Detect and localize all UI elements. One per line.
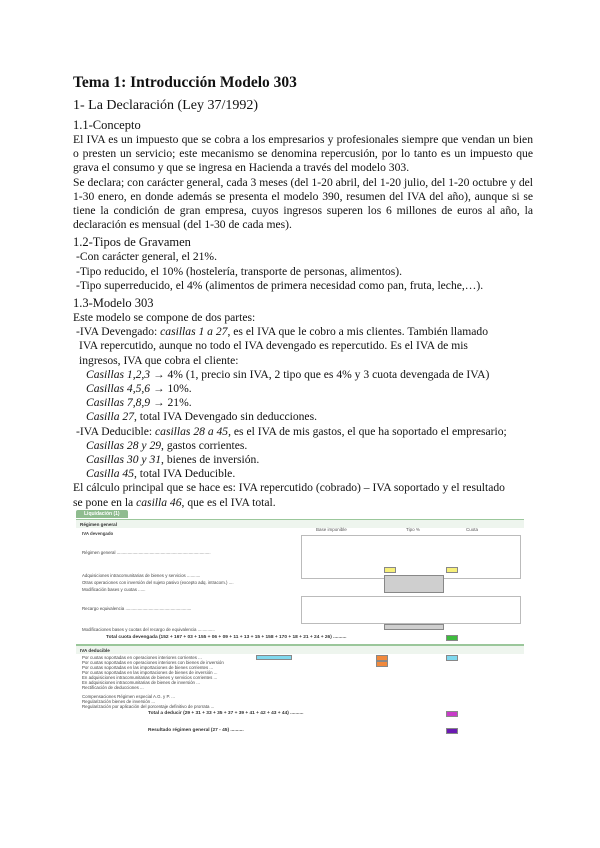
form-col-cuota: Cuota xyxy=(466,527,479,532)
form-cell-cyan-cuota xyxy=(446,655,458,661)
form-col-base: Base imponible xyxy=(316,527,347,532)
iva-devengado-line3: ingresos, IVA que cobra el cliente: xyxy=(79,353,239,367)
form-row-recargo: Recargo equivalencia ...................................................... xyxy=(82,606,192,611)
subsection-modelo: 1.3-Modelo 303 xyxy=(73,296,154,311)
form-total-devengada: Total cuota devengada (152 + 167 + 03 + 155 + 06 + 09 + 11 + 13 + 15 + 158 + 170 + 18 + 21 + 24 + 26) .......... xyxy=(106,635,347,640)
casilla-45: Casilla 45, total IVA Deducible. xyxy=(86,467,236,481)
casillas-10pct: Casillas 4,5,6 → 10%. xyxy=(86,382,192,396)
form-row-mod: Modificación bases y cuotas ...... xyxy=(82,587,146,592)
form-resultado: Resultado régimen general (27 - 45) .......... xyxy=(148,728,244,733)
form-col-tipo: Tipo % xyxy=(406,527,420,532)
form-cell-gray-2 xyxy=(384,624,444,630)
form-cell-cuota-highlight xyxy=(446,567,458,573)
iva-devengado-casillas: casillas 1 a 27 xyxy=(160,325,228,339)
form-iva-devengado: IVA devengado xyxy=(82,531,114,536)
form-ded-row: Rectificación de deducciones ... xyxy=(82,685,144,690)
form-grid-recargo xyxy=(301,596,521,624)
form-ded-row: Por cuotas soportadas en operaciones interiores con bienes de inversión xyxy=(82,660,224,665)
form-ded-row: Regularización bienes de inversión ... xyxy=(82,699,155,704)
iva-devengado-line2: IVA repercutido, aunque no todo el IVA devengado es repercutido. Es el IVA de mis xyxy=(79,339,468,353)
casillas-28-29: Casillas 28 y 29, gastos corrientes. xyxy=(86,438,248,452)
form-iva-deducible-header: IVA deducible xyxy=(76,645,524,654)
section-heading-declaracion: 1- La Declaración (Ley 37/1992) xyxy=(73,98,259,113)
form-cell-cyan xyxy=(256,655,292,660)
tipo-general: -Con carácter general, el 21%. xyxy=(76,250,217,264)
paragraph-declaracion: Se declara; con carácter general, cada 3 meses (del 1-20 abril, del 1-20 julio, del 1-20 octubre y del 1-30 enero, en donde además se presenta el modelo 390, resumen del IVA del año), aunque si se tiene la condición de gran empresa, cuyos ingresos superen los 6 millones de euros al año, la declaración es mensual (del 1-30 de cada mes). xyxy=(73,175,533,232)
form-ded-row: Regularización por aplicación del porcentaje definitivo de prorrata ... xyxy=(82,704,215,709)
iva-deducible-desc: , es el IVA de mis gastos, el que ha soportado el empresario; xyxy=(228,424,507,438)
form-ded-row: En adquisiciones intracomunitarias de bienes y servicios corrientes ... xyxy=(82,675,218,680)
form-row-adq: Adquisiciones intracomunitarias de bienes y servicios ........... xyxy=(82,573,201,578)
paragraph-concepto: El IVA es un impuesto que se cobra a los empresarios y profesionales siempre que vendan un bien o presten un servicio; este mecanismo se denomina repercusión, por lo tanto es un impuesto que grava el consumo y que se ingresa en Hacienda a través del modelo 303. xyxy=(73,133,533,175)
document-title: Tema 1: Introducción Modelo 303 xyxy=(73,74,297,91)
tipo-reducido: -Tipo reducido, el 10% (hostelería, transporte de personas, alimentos). xyxy=(76,264,403,278)
modelo-intro: Este modelo se compone de dos partes: xyxy=(73,311,256,325)
iva-devengado-label: -IVA Devengado: xyxy=(76,325,161,339)
form-tab: Liquidación (1) xyxy=(76,510,128,518)
form-cell-tipo-highlight xyxy=(384,567,396,573)
iva-deducible-casillas: casillas 28 a 45 xyxy=(155,424,229,438)
form-ded-row: En adquisiciones intracomunitarias de bienes de inversión ... xyxy=(82,680,200,685)
form-cell-resultado xyxy=(446,728,458,734)
iva-deducible-label: -IVA Deducible: xyxy=(76,424,155,438)
calculo-principal-line2: se pone en la casilla 46, que es el IVA total. xyxy=(73,495,276,509)
form-row-otras: Otras operaciones con inversión del sujeto pasivo (excepto adq. intracom.) .... xyxy=(82,580,234,585)
form-ded-row: Por cuotas soportadas en operaciones interiores corrientes ... xyxy=(82,655,202,660)
subsection-concepto: 1.1-Concepto xyxy=(73,118,141,132)
form-ded-row: Por cuotas soportadas en las importaciones de bienes de inversión ... xyxy=(82,670,218,675)
iva-devengado-desc: , es el IVA que le cobro a mis clientes. También llamado xyxy=(227,325,488,339)
form-grid-devengado xyxy=(301,535,521,579)
calculo-principal: El cálculo principal que se hace es: IVA repercutido (cobrado) – IVA soportado y el resultado xyxy=(73,481,505,495)
casilla-27: Casilla 27, total IVA Devengado sin deducciones. xyxy=(86,410,317,424)
form-cell-total-deducir xyxy=(446,711,458,717)
form-ded-row: Compensaciones Régimen especial A.G. y P. ... xyxy=(82,694,175,699)
form-row-regimen: Régimen general ............................................................................. xyxy=(82,550,211,555)
iva-devengado-line xyxy=(73,325,533,339)
casillas-30-31: Casillas 30 y 31, bienes de inversión. xyxy=(86,453,260,467)
modelo-303-form-totals xyxy=(76,694,524,733)
form-regimen-header: Régimen general xyxy=(76,519,524,528)
modelo-303-form-deducible xyxy=(76,645,524,695)
form-row-mod-recargo: Modificaciones bases y cuotas del recargo de equivalencia .............. xyxy=(82,627,215,632)
form-cell-orange-base2 xyxy=(376,661,388,667)
form-cell-gray-1 xyxy=(384,575,444,593)
casillas-21pct: Casillas 7,8,9 → 21%. xyxy=(86,396,192,410)
tipo-superreducido: -Tipo superreducido, el 4% (alimentos de primera necesidad como pan, fruta, leche,…). xyxy=(76,278,484,292)
form-total-deducir: Total a deducir (29 + 31 + 33 + 35 + 37 + 39 + 41 + 42 + 43 + 44) .......... xyxy=(148,711,304,716)
subsection-tipos: 1.2-Tipos de Gravamen xyxy=(73,235,191,250)
casillas-4pct: Casillas 1,2,3 → 4% (1, precio sin IVA, 2 tipo que es 4% y 3 cuota devengada de IVA) xyxy=(86,367,490,381)
document-body xyxy=(73,74,533,510)
form-ded-row: Por cuotas soportadas en las importaciones de bienes corrientes ... xyxy=(82,665,214,670)
iva-deducible-line xyxy=(73,425,533,439)
form-cell-total-devengada xyxy=(446,635,458,641)
